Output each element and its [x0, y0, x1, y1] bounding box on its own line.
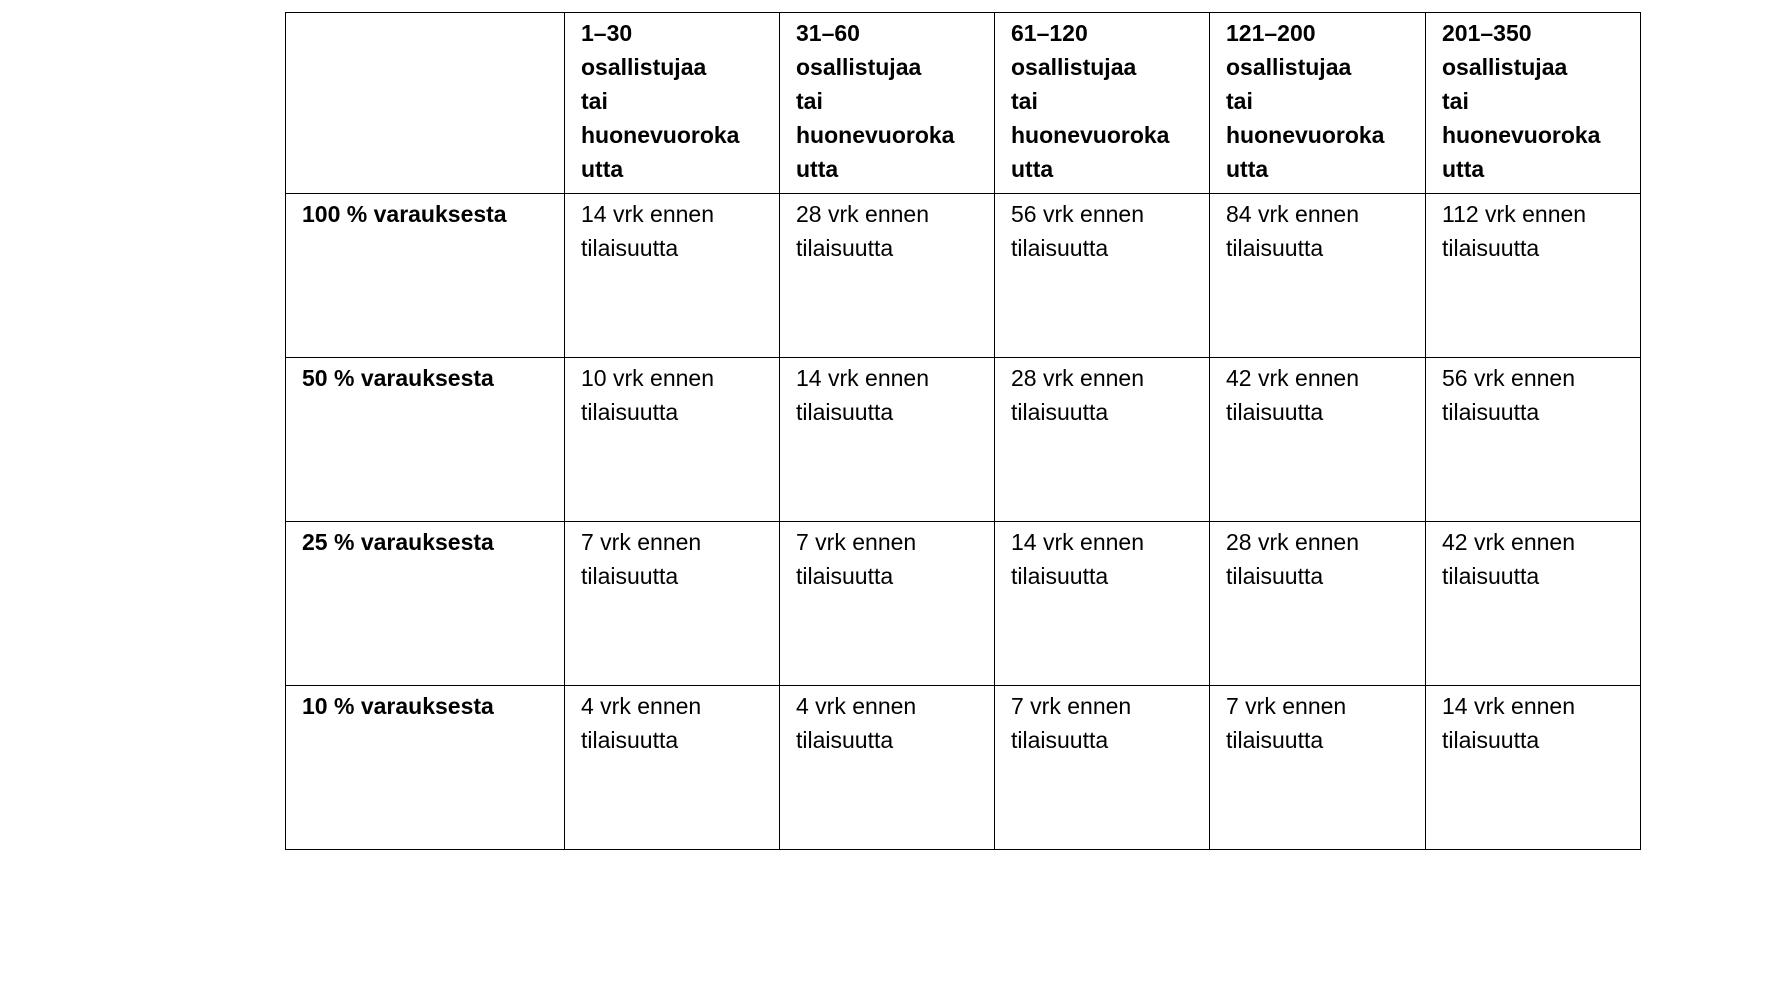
table-cell [995, 194, 1210, 358]
table-cell [565, 522, 780, 686]
cell-line: tilaisuutta [796, 235, 894, 261]
table-cell [780, 194, 995, 358]
header-cell [1210, 13, 1426, 194]
header-line: 121–200 [1226, 20, 1316, 46]
cell-line: 14 vrk ennen [581, 201, 714, 227]
cell-line: tilaisuutta [581, 399, 679, 425]
header-line: tai [1011, 88, 1038, 114]
table-cell [565, 358, 780, 522]
cell-line: tilaisuutta [1011, 235, 1109, 261]
table-cell [1426, 194, 1641, 358]
cell-line: tilaisuutta [1442, 563, 1540, 589]
cell-line: 14 vrk ennen [796, 365, 929, 391]
table-cell [1426, 522, 1641, 686]
header-cell [1426, 13, 1641, 194]
header-line: osallistujaa [1442, 54, 1568, 80]
table-cell [780, 522, 995, 686]
cell-line: 7 vrk ennen [796, 529, 917, 555]
table-row [286, 194, 1641, 358]
cell-line: 56 vrk ennen [1011, 201, 1144, 227]
cell-line: 7 vrk ennen [1011, 693, 1132, 719]
table-cell [1210, 358, 1426, 522]
table-cell [1426, 358, 1641, 522]
cell-line: 7 vrk ennen [581, 529, 702, 555]
header-line: 1–30 [581, 20, 633, 46]
header-line: osallistujaa [1226, 54, 1352, 80]
table-cell [1210, 522, 1426, 686]
table-cell [780, 358, 995, 522]
cell-line: 112 vrk ennen [1442, 201, 1587, 227]
cell-line: 28 vrk ennen [1011, 365, 1144, 391]
table-cell [995, 522, 1210, 686]
cell-line: tilaisuutta [796, 399, 894, 425]
row-label: 100 % varauksesta [286, 194, 565, 358]
header-line: tai [1442, 88, 1469, 114]
cell-line: tilaisuutta [581, 727, 679, 753]
header-line: osallistujaa [796, 54, 922, 80]
cancellation-terms-table [285, 12, 1641, 850]
header-line: utta [1442, 156, 1485, 182]
cell-line: tilaisuutta [1226, 235, 1324, 261]
row-label: 50 % varauksesta [286, 358, 565, 522]
cell-line: tilaisuutta [1011, 399, 1109, 425]
table-header-row [286, 13, 1641, 194]
table-cell [565, 686, 780, 850]
cell-line: 28 vrk ennen [796, 201, 929, 227]
header-line: utta [1226, 156, 1269, 182]
header-line: 61–120 [1011, 20, 1088, 46]
row-label: 25 % varauksesta [286, 522, 565, 686]
cell-line: 42 vrk ennen [1226, 365, 1359, 391]
header-line: utta [581, 156, 624, 182]
cell-line: tilaisuutta [1226, 563, 1324, 589]
table-row [286, 358, 1641, 522]
row-label: 10 % varauksesta [286, 686, 565, 850]
cell-line: 56 vrk ennen [1442, 365, 1575, 391]
table-cell [780, 686, 995, 850]
cell-line: tilaisuutta [1226, 399, 1324, 425]
cell-line: 4 vrk ennen [796, 693, 917, 719]
header-line: tai [1226, 88, 1253, 114]
cell-line: 28 vrk ennen [1226, 529, 1359, 555]
table-cell [565, 194, 780, 358]
cell-line: tilaisuutta [581, 235, 679, 261]
table-row [286, 522, 1641, 686]
table-row [286, 686, 1641, 850]
cell-line: tilaisuutta [1226, 727, 1324, 753]
cell-line: 42 vrk ennen [1442, 529, 1575, 555]
header-line: 31–60 [796, 20, 860, 46]
cell-line: tilaisuutta [1442, 235, 1540, 261]
cell-line: tilaisuutta [796, 563, 894, 589]
header-line: 201–350 [1442, 20, 1532, 46]
table-cell [1210, 686, 1426, 850]
header-line: huonevuoroka [1226, 122, 1385, 148]
header-cell [565, 13, 780, 194]
header-line: tai [581, 88, 608, 114]
cell-line: tilaisuutta [1442, 399, 1540, 425]
cell-line: tilaisuutta [581, 563, 679, 589]
cell-line: 10 vrk ennen [581, 365, 714, 391]
cell-line: 14 vrk ennen [1442, 693, 1575, 719]
header-line: utta [796, 156, 839, 182]
header-line: osallistujaa [581, 54, 707, 80]
header-line: huonevuoroka [796, 122, 955, 148]
cell-line: tilaisuutta [796, 727, 894, 753]
cell-line: tilaisuutta [1011, 727, 1109, 753]
cell-line: 84 vrk ennen [1226, 201, 1359, 227]
table-cell [1210, 194, 1426, 358]
header-line: huonevuoroka [581, 122, 740, 148]
header-line: huonevuoroka [1442, 122, 1601, 148]
header-line: osallistujaa [1011, 54, 1137, 80]
header-line: huonevuoroka [1011, 122, 1170, 148]
cell-line: 14 vrk ennen [1011, 529, 1144, 555]
cell-line: tilaisuutta [1442, 727, 1540, 753]
table-cell [1426, 686, 1641, 850]
header-corner-cell [286, 13, 565, 194]
header-cell [995, 13, 1210, 194]
table-cell [995, 686, 1210, 850]
table-cell [995, 358, 1210, 522]
cell-line: 7 vrk ennen [1226, 693, 1347, 719]
header-line: tai [796, 88, 823, 114]
cell-line: 4 vrk ennen [581, 693, 702, 719]
cell-line: tilaisuutta [1011, 563, 1109, 589]
header-line: utta [1011, 156, 1054, 182]
header-cell [780, 13, 995, 194]
